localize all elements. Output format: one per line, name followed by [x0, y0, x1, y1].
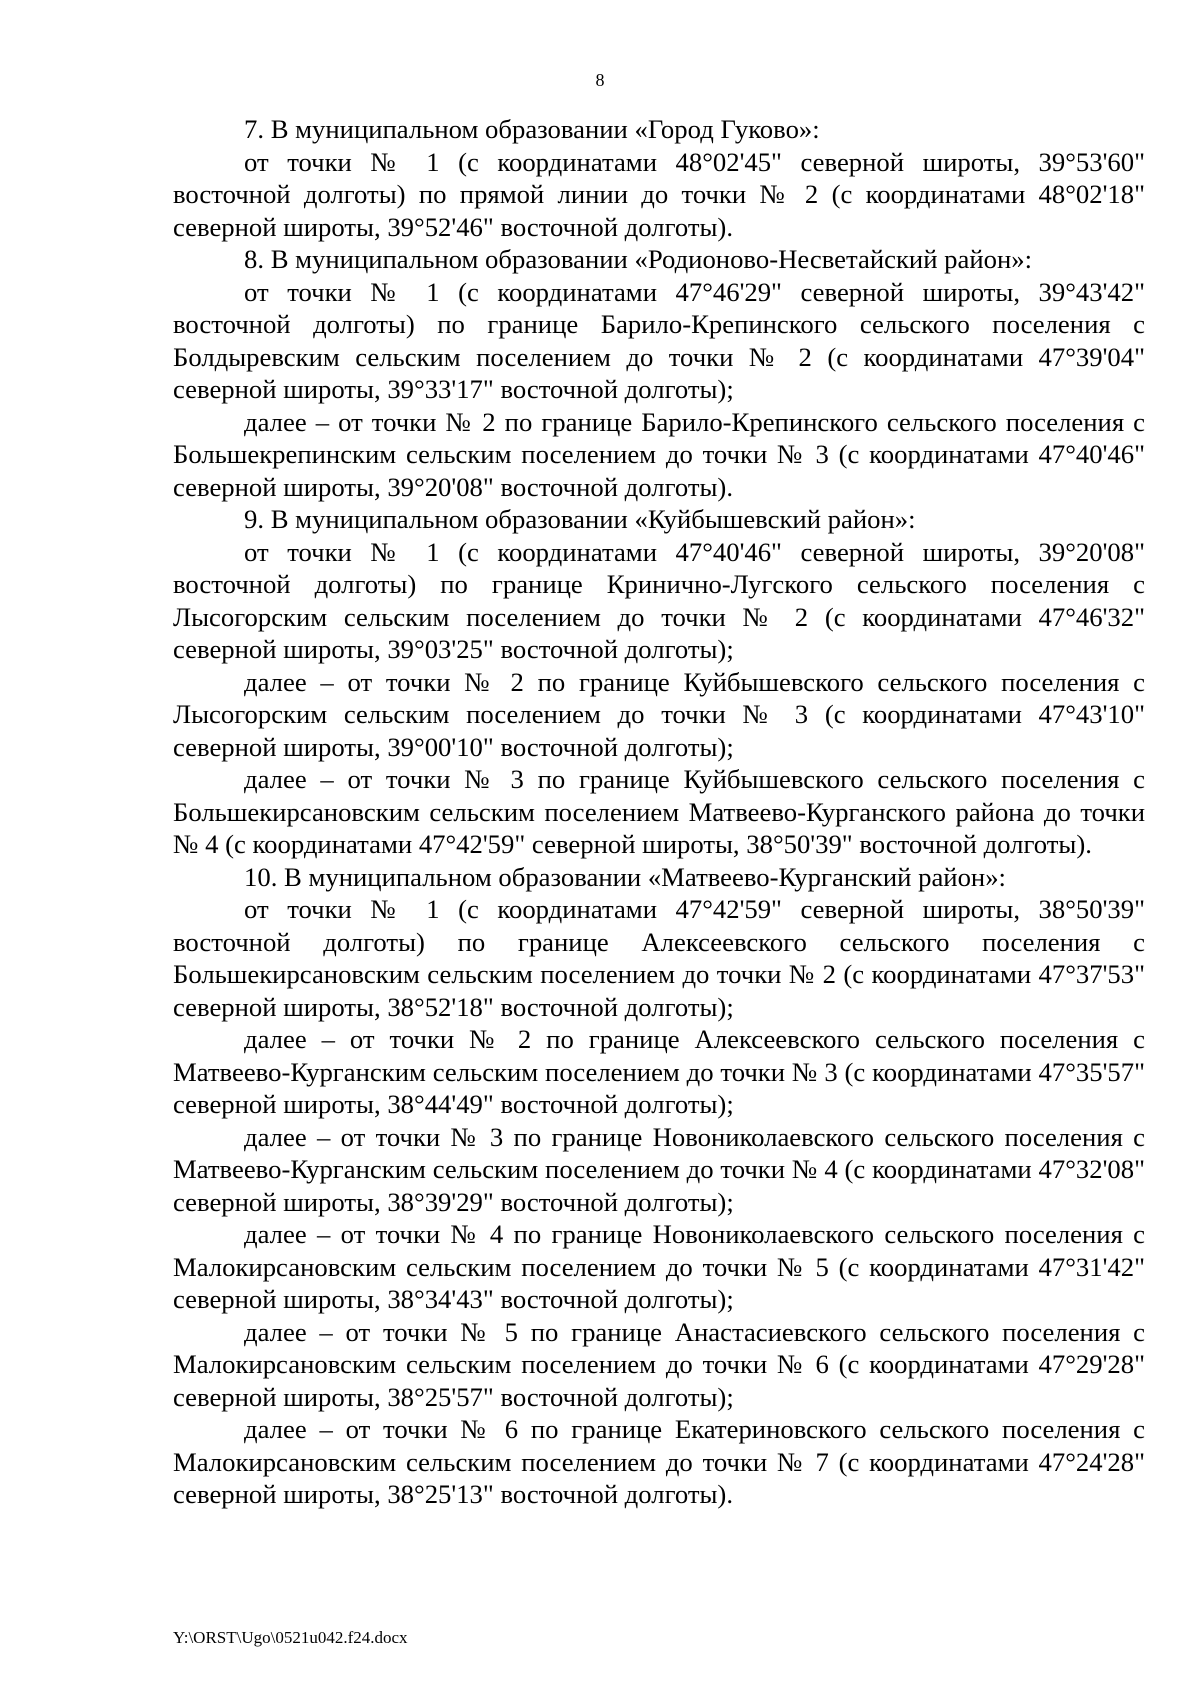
- document-body: [173, 113, 1145, 1511]
- footer-file-path: Y:\ORST\Ugo\0521u042.f24.docx: [173, 1628, 408, 1647]
- boundary-paragraph: далее – от точки № 3 по границе Куйбышевского сельского поселения с Большекирсановским сельским поселением Матвеево-Курганского района до точки № 4 (с координатами 47°42'59" северной широты, 38°50'39" восточной долготы).: [173, 764, 1145, 859]
- boundary-paragraph: далее – от точки № 2 по границе Барило-Крепинского сельского поселения с Большекрепинским сельским поселением до точки № 3 (с координатами 47°40'46" северной широты, 39°20'08" восточной долготы).: [173, 406, 1145, 502]
- page-number: 8: [595, 70, 605, 90]
- boundary-paragraph: далее – от точки № 3 по границе Новониколаевского сельского поселения с Матвеево-Курганским сельским поселением до точки № 4 (с координатами 47°32'08" северной широты, 38°39'29" восточной долготы);: [173, 1121, 1145, 1217]
- boundary-paragraph: далее – от точки № 2 по границе Куйбышевского сельского поселения с Лысогорским сельским поселением до точки № 3 (с координатами 47°43'10" северной широты, 39°00'10" восточной долготы);: [173, 666, 1145, 762]
- boundary-paragraph: далее – от точки № 5 по границе Анастасиевского сельского поселения с Малокирсановским сельским поселением до точки № 6 (с координатами 47°29'28" северной широты, 38°25'57" восточной долготы);: [173, 1316, 1145, 1412]
- section-heading-gukovo: 7. В муниципальном образовании «Город Гуково»:: [244, 114, 820, 144]
- section-heading-matveevo-kurgansky: 10. В муниципальном образовании «Матвеево-Курганский район»:: [244, 861, 1006, 892]
- boundary-paragraph: от точки № 1 (с координатами 47°42'59" северной широты, 38°50'39" восточной долготы) по границе Алексеевского сельского поселения с Большекирсановским сельским поселением до точки № 2 (с координатами 47°37'53" северной широты, 38°52'18" восточной долготы);: [173, 894, 1145, 1022]
- boundary-paragraph: далее – от точки № 2 по границе Алексеевского сельского поселения с Матвеево-Курганским сельским поселением до точки № 3 (с координатами 47°35'57" северной широты, 38°44'49" восточной долготы);: [173, 1024, 1145, 1119]
- boundary-paragraph: от точки № 1 (с координатами 48°02'45" северной широты, 39°53'60" восточной долготы) по прямой линии до точки № 2 (с координатами 48°02'18" северной широты, 39°52'46" восточной долготы).: [173, 146, 1145, 242]
- boundary-paragraph: далее – от точки № 6 по границе Екатериновского сельского поселения с Малокирсановским сельским поселением до точки № 7 (с координатами 47°24'28" северной широты, 38°25'13" восточной долготы).: [173, 1414, 1145, 1509]
- section-heading-rodionovo-nesvetaysky: 8. В муниципальном образовании «Родионово-Несветайский район»:: [244, 244, 1033, 274]
- boundary-paragraph: далее – от точки № 4 по границе Новониколаевского сельского поселения с Малокирсановским сельским поселением до точки № 5 (с координатами 47°31'42" северной широты, 38°34'43" восточной долготы);: [173, 1219, 1145, 1314]
- boundary-paragraph: от точки № 1 (с координатами 47°40'46" северной широты, 39°20'08" восточной долготы) по границе Кринично-Лугского сельского поселения с Лысогорским сельским поселением до точки № 2 (с координатами 47°46'32" северной широты, 39°03'25" восточной долготы);: [173, 536, 1145, 664]
- section-heading-kuybyshevsky: 9. В муниципальном образовании «Куйбышевский район»:: [244, 504, 916, 534]
- boundary-paragraph: от точки № 1 (с координатами 47°46'29" северной широты, 39°43'42" восточной долготы) по границе Барило-Крепинского сельского поселения с Болдыревским сельским поселением до точки № 2 (с координатами 47°39'04" северной широты, 39°33'17" восточной долготы);: [173, 276, 1145, 404]
